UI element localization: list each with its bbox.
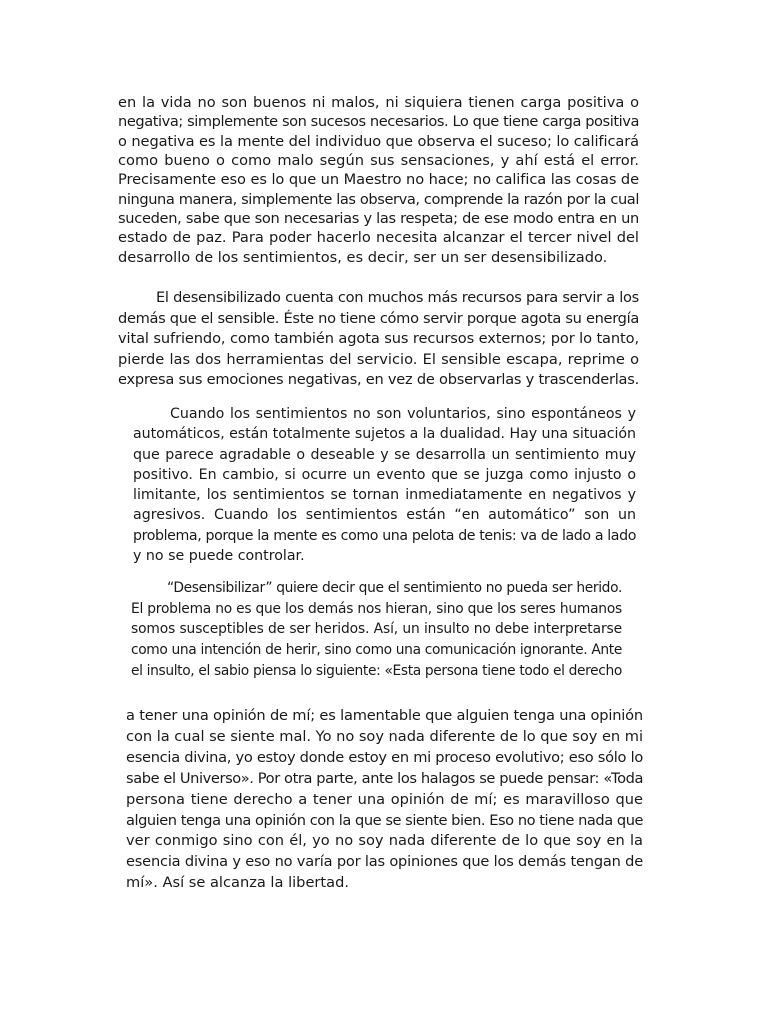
paragraph-line: desarrollo de los sentimientos, es decir, ser un ser desensibilizado. xyxy=(118,248,608,266)
paragraph-line: automáticos, están totalmente sujetos a la dualidad. Hay una situación xyxy=(133,426,636,443)
paragraph-line: ninguna manera, simplemente las observa, comprende la razón por la cual xyxy=(118,190,639,208)
paragraph-line: negativa; simplemente son sucesos necesarios. Lo que tiene carga positiva xyxy=(118,113,639,131)
paragraph-line: esencia divina, yo estoy donde estoy en mi proceso evolutivo; eso sólo lo xyxy=(126,748,643,766)
paragraph-line: ver conmigo sino con él, yo no soy nada diferente de lo que soy en la xyxy=(126,832,643,850)
paragraph-line: y no se puede controlar. xyxy=(133,548,305,565)
paragraph-1 xyxy=(118,93,639,267)
paragraph-line: suceden, sabe que son necesarias y las respeta; de ese modo entra en un xyxy=(118,210,639,228)
paragraph-line: como una intención de herir, sino como una comunicación ignorante. Ante xyxy=(131,642,622,659)
paragraph-2 xyxy=(118,288,639,391)
paragraph-line: que parece agradable o deseable y se desarrolla un sentimiento muy xyxy=(133,446,636,463)
paragraph-line: a tener una opinión de mí; es lamentable que alguien tenga una opinión xyxy=(126,707,643,724)
paragraph-line: esencia divina y eso no varía por las opiniones que los demás tengan de xyxy=(126,853,643,871)
paragraph-line: limitante, los sentimientos se tornan inmediatamente en negativos y xyxy=(133,487,636,504)
paragraph-3 xyxy=(133,404,636,566)
paragraph-line: mí». Así se alcanza la libertad. xyxy=(126,874,349,892)
paragraph-line: persona tiene derecho a tener una opinión de mí; es maravilloso que xyxy=(126,790,643,808)
paragraph-line: agresivos. Cuando los sentimientos están “en automático” son un xyxy=(133,507,636,524)
paragraph-line: expresa sus emociones negativas, en vez de observarlas y trascenderlas. xyxy=(118,371,639,389)
paragraph-line: sabe el Universo». Por otra parte, ante los halagos se puede pensar: «Toda xyxy=(126,769,643,787)
paragraph-line: Cuando los sentimientos no son voluntarios, sino espontáneos y xyxy=(170,406,636,422)
paragraph-line: El problema no es que los demás nos hieran, sino que los seres humanos xyxy=(131,600,622,617)
paragraph-line: somos susceptibles de ser heridos. Así, un insulto no debe interpretarse xyxy=(131,621,622,638)
paragraph-line: problema, porque la mente es como una pelota de tenis: va de lado a lado xyxy=(133,527,636,544)
paragraph-line: el insulto, el sabio piensa lo siguiente: «Esta persona tiene todo el derecho xyxy=(131,662,622,679)
paragraph-line: El desensibilizado cuenta con muchos más recursos para servir a los xyxy=(156,289,639,306)
paragraph-line: Precisamente eso es lo que un Maestro no hace; no califica las cosas de xyxy=(118,171,639,189)
paragraph-line: vital sufriendo, como también agota sus recursos externos; por lo tanto, xyxy=(118,330,639,348)
paragraph-5 xyxy=(126,706,643,894)
paragraph-line: como bueno o como malo según sus sensaciones, y ahí está el error. xyxy=(118,152,639,170)
paragraph-line: alguien tenga una opinión con la que se siente bien. Eso no tiene nada que xyxy=(126,811,643,829)
paragraph-line: en la vida no son buenos ni malos, ni siquiera tienen carga positiva o xyxy=(118,94,639,111)
paragraph-line: pierde las dos herramientas del servicio. El sensible escapa, reprime o xyxy=(118,350,639,368)
paragraph-line: demás que el sensible. Éste no tiene cómo servir porque agota su energía xyxy=(118,309,639,327)
paragraph-line: positivo. En cambio, si ocurre un evento que se juzga como injusto o xyxy=(133,466,636,483)
paragraph-line: o negativa es la mente del individuo que observa el suceso; lo calificará xyxy=(118,132,639,150)
paragraph-line: con la cual se siente mal. Yo no soy nada diferente de lo que soy en mi xyxy=(126,727,643,745)
paragraph-4 xyxy=(131,578,622,682)
paragraph-line: estado de paz. Para poder hacerlo necesita alcanzar el tercer nivel del xyxy=(118,229,639,247)
paragraph-line: “Desensibilizar” quiere decir que el sentimiento no pueda ser herido. xyxy=(167,580,622,596)
